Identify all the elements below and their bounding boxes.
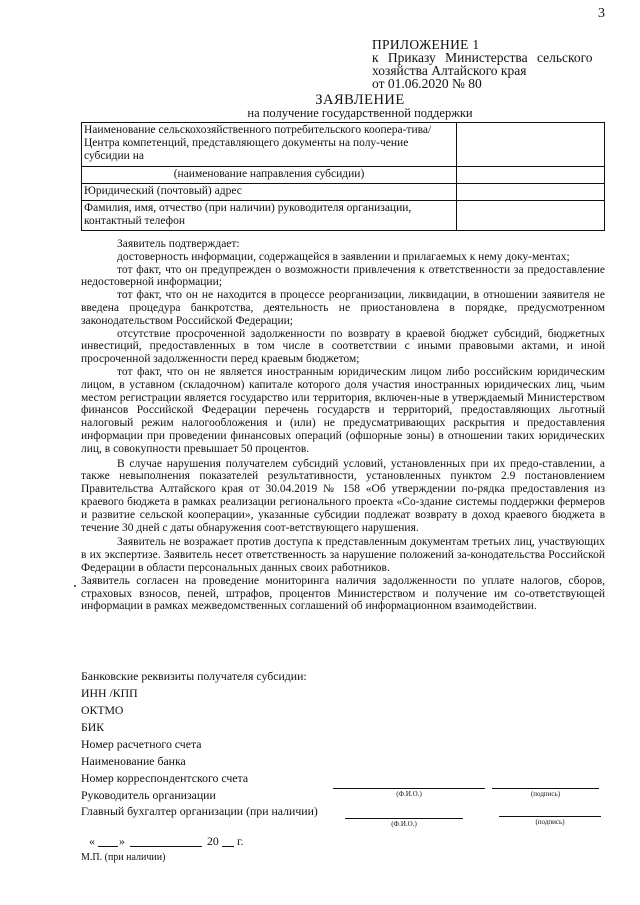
bank-details-title: Банковские реквизиты получателя субсидии: bbox=[81, 669, 307, 683]
annex-date-line: от 01.06.2020 № 80 bbox=[372, 76, 482, 91]
accountant-fio-caption: (Ф.И.О.) bbox=[391, 820, 417, 828]
bik-label: БИК bbox=[81, 720, 105, 734]
table-row bbox=[82, 123, 605, 167]
document-title: ЗАЯВЛЕНИЕ bbox=[315, 92, 405, 108]
head-contact-label: Фамилия, имя, отчество (при наличии) руководителя организации, контактный телефон bbox=[82, 201, 457, 231]
confirms-heading: Заявитель подтверждает: bbox=[117, 238, 240, 250]
document-subtitle: на получение государственной поддержки bbox=[247, 106, 473, 120]
date-open-quote: « bbox=[89, 834, 95, 848]
cooperative-name-field[interactable] bbox=[457, 123, 605, 167]
paragraph-liability-warning: тот факт, что он предупрежден о возможности привлечения к ответственности за предоставление недостоверной информации; bbox=[81, 263, 605, 289]
oktmo-label: ОКТМО bbox=[81, 703, 124, 717]
paragraph-reliability: достоверность информации, содержащейся в заявлении и прилагаемых к нему доку-ментах; bbox=[117, 250, 570, 263]
annex-order-line: к Приказу Министерства сельского bbox=[372, 50, 593, 65]
head-contact-field[interactable] bbox=[457, 201, 605, 231]
date-year-line[interactable] bbox=[222, 846, 234, 847]
cooperative-name-label: Наименование сельскохозяйственного потребительского коопера-тива/Центра компетенций, представляющего документы на полу-чение субсидии на bbox=[82, 123, 457, 167]
annex-title: ПРИЛОЖЕНИЕ 1 bbox=[372, 37, 480, 52]
corr-account-label: Номер корреспондентского счета bbox=[81, 771, 249, 785]
table-row bbox=[82, 201, 605, 231]
paragraph-violation-return: В случае нарушения получателем субсидий условий, установленных при их предо-ставлении, а также невыполнения показателей результативности, установленных пунктом 2.9 постановлением Правительства Алтайского края от 30.04.2019 № 158 «Об утверждении по-рядка предоставления из краевого бюджета в рамках реализации регионального проекта «Со-здание системы поддержки фермеров и развитие сельской кооперации», указанные субсидии подлежат возврату в доход краевого бюджета в течение 30 дней с даты обнаружения соот-ветствующего нарушения. bbox=[81, 457, 605, 534]
accountant-signature-caption: (подпись) bbox=[535, 818, 565, 826]
subsidy-direction-label: (наименование направления субсидии) bbox=[82, 167, 457, 184]
subsidy-direction-field[interactable] bbox=[457, 167, 605, 184]
date-year-suffix: г. bbox=[237, 834, 244, 848]
accountant-signature-line[interactable] bbox=[499, 816, 601, 817]
head-fio-caption: (Ф.И.О.) bbox=[396, 790, 422, 798]
stamp-note: М.П. (при наличии) bbox=[81, 852, 166, 863]
legal-address-label: Юридический (почтовый) адрес bbox=[82, 184, 457, 201]
paragraph-not-foreign: тот факт, что он не является иностранным юридическим лицом либо российским юридическим лицом, в уставном (складочном) капитале которого доля участия иностранных юридических лиц, чьим местом регистрации является государство или территория, включен-ные в утверждаемый Министерством финансов Российской Федерации перечень государств и территорий, предоставляющих льготный налоговый режим налогообложения и (или) не предусматривающих раскрытия и предоставления информации при проведении финансовых операций (офшорные зоны) в отношении таких юридических лиц, в совокупности превышает 50 процентов. bbox=[81, 365, 605, 455]
date-year-prefix: 20 bbox=[207, 834, 219, 848]
paragraph-monitoring-consent: Заявитель согласен на проведение мониторинга наличия задолженности по уплате налогов, сборов, страховых взносов, пеней, штрафов, процентов Министерством и получение им со-ответствующей информации в рамках межведомственных соглашений об информационном взаимодействии. bbox=[81, 574, 605, 613]
head-signature-label: Руководитель организации bbox=[81, 788, 216, 802]
bank-name-label: Наименование банка bbox=[81, 754, 186, 768]
statement-body bbox=[81, 238, 605, 613]
date-month-line[interactable] bbox=[130, 846, 202, 847]
bank-details bbox=[81, 668, 605, 804]
date-close-quote: » bbox=[119, 834, 125, 848]
applicant-info-table bbox=[81, 122, 605, 231]
inn-kpp-label: ИНН /КПП bbox=[81, 686, 138, 700]
table-row bbox=[82, 184, 605, 201]
scan-speck bbox=[74, 585, 76, 587]
table-row bbox=[82, 167, 605, 184]
paragraph-no-debt: отсутствие просроченной задолженности по возврату в краевой бюджет субсидий, бюджетных инвестиций, предоставленных в том числе в соответствии с иными правовыми актами, и иной просроченной задолженности перед краевым бюджетом; bbox=[81, 327, 605, 366]
account-number-label: Номер расчетного счета bbox=[81, 737, 202, 751]
annex-block bbox=[372, 38, 622, 90]
chief-accountant-label: Главный бухгалтер организации (при наличии) bbox=[81, 804, 318, 818]
annex-ministry-line: хозяйства Алтайского края bbox=[372, 63, 527, 78]
page-number: 3 bbox=[598, 6, 605, 21]
date-day-line[interactable] bbox=[98, 846, 118, 847]
paragraph-third-party-access: Заявитель не возражает против доступа к представленным документам третьих лиц, участвующих в их экспертизе. Заявитель несет ответственность за нарушение положений за-конодательства Российской Федерации в области персональных данных своих работников. bbox=[81, 536, 605, 574]
head-signature-line[interactable] bbox=[492, 788, 599, 789]
legal-address-field[interactable] bbox=[457, 184, 605, 201]
paragraph-no-reorganization: тот факт, что он не находится в процессе реорганизации, ликвидации, в отношении заявителя не введена процедура банкротства, деятельность не приостановлена в порядке, предусмотренном законодательством Российской Федерации; bbox=[81, 289, 605, 327]
head-fio-line[interactable] bbox=[333, 788, 485, 789]
head-signature-caption: (подпись) bbox=[530, 790, 561, 798]
accountant-fio-line[interactable] bbox=[345, 818, 463, 819]
